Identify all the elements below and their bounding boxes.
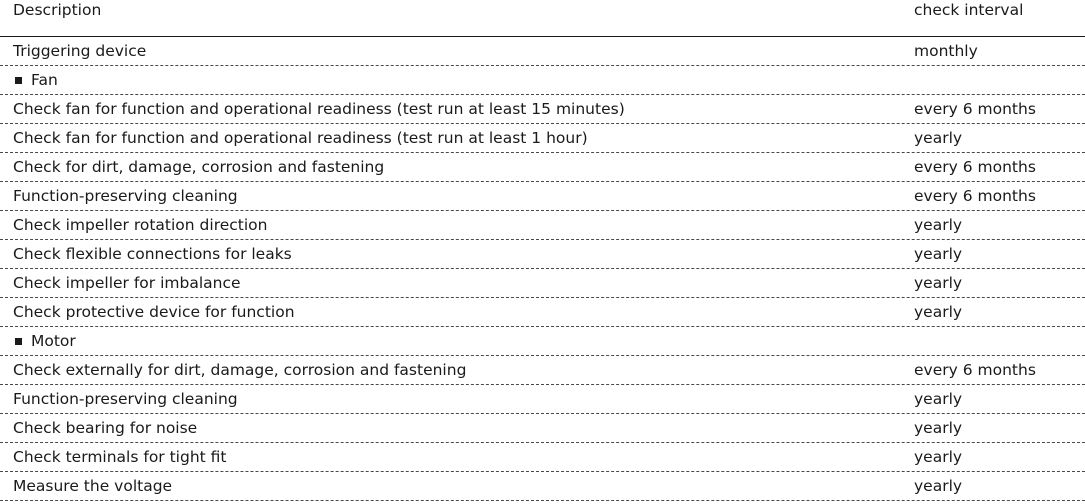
row-check-interval: yearly: [914, 390, 963, 408]
row-description: Check protective device for function: [13, 303, 295, 321]
row-description: Function-preserving cleaning: [13, 187, 238, 205]
table-row: [0, 298, 1085, 327]
section-row: [0, 66, 1085, 95]
section-label-group: [13, 71, 914, 89]
row-check-interval: yearly: [914, 129, 963, 147]
row-description: Check flexible connections for leaks: [13, 245, 292, 263]
row-description: Check impeller rotation direction: [13, 216, 268, 234]
square-bullet-icon: [15, 338, 22, 345]
table-row: [0, 95, 1085, 124]
row-check-interval: yearly: [914, 274, 963, 292]
row-check-interval: yearly: [914, 245, 963, 263]
section-heading: [0, 332, 914, 350]
row-check-interval: yearly: [914, 477, 963, 495]
row-description: Check terminals for tight fit: [13, 448, 227, 466]
section-title: Motor: [31, 332, 76, 350]
row-description: Check for dirt, damage, corrosion and fastening: [13, 158, 385, 176]
row-check-interval: yearly: [914, 216, 963, 234]
row-description: Triggering device: [13, 42, 147, 60]
row-check-interval: yearly: [914, 303, 963, 321]
table-body: [0, 37, 1085, 501]
section-heading: [0, 71, 914, 89]
row-description: Measure the voltage: [13, 477, 173, 495]
table-row: [0, 240, 1085, 269]
table-row: [0, 124, 1085, 153]
header-description: Description: [13, 1, 102, 19]
row-check-interval: every 6 months: [914, 187, 1036, 205]
table-row: [0, 153, 1085, 182]
table-row: [0, 385, 1085, 414]
row-check-interval: yearly: [914, 448, 963, 466]
section-label-group: [13, 332, 914, 350]
row-check-interval: every 6 months: [914, 100, 1036, 118]
section-row: [0, 327, 1085, 356]
square-bullet-icon: [15, 77, 22, 84]
section-title: Fan: [31, 71, 58, 89]
row-check-interval: every 6 months: [914, 361, 1036, 379]
table-row: [0, 472, 1085, 501]
table-row: [0, 443, 1085, 472]
table-row: [0, 356, 1085, 385]
table-header-row: [0, 0, 1085, 37]
row-description: Check bearing for noise: [13, 419, 198, 437]
row-description: Check fan for function and operational readiness (test run at least 15 minutes): [13, 100, 625, 118]
row-description: Check fan for function and operational readiness (test run at least 1 hour): [13, 129, 588, 147]
table-row: [0, 37, 1085, 66]
table-row: [0, 414, 1085, 443]
row-check-interval: monthly: [914, 42, 978, 60]
row-description: Function-preserving cleaning: [13, 390, 238, 408]
table-row: [0, 182, 1085, 211]
row-description: Check externally for dirt, damage, corrosion and fastening: [13, 361, 467, 379]
row-check-interval: yearly: [914, 419, 963, 437]
table-row: [0, 211, 1085, 240]
header-check-interval: check interval: [914, 1, 1024, 19]
row-check-interval: every 6 months: [914, 158, 1036, 176]
table-row: [0, 269, 1085, 298]
row-description: Check impeller for imbalance: [13, 274, 241, 292]
